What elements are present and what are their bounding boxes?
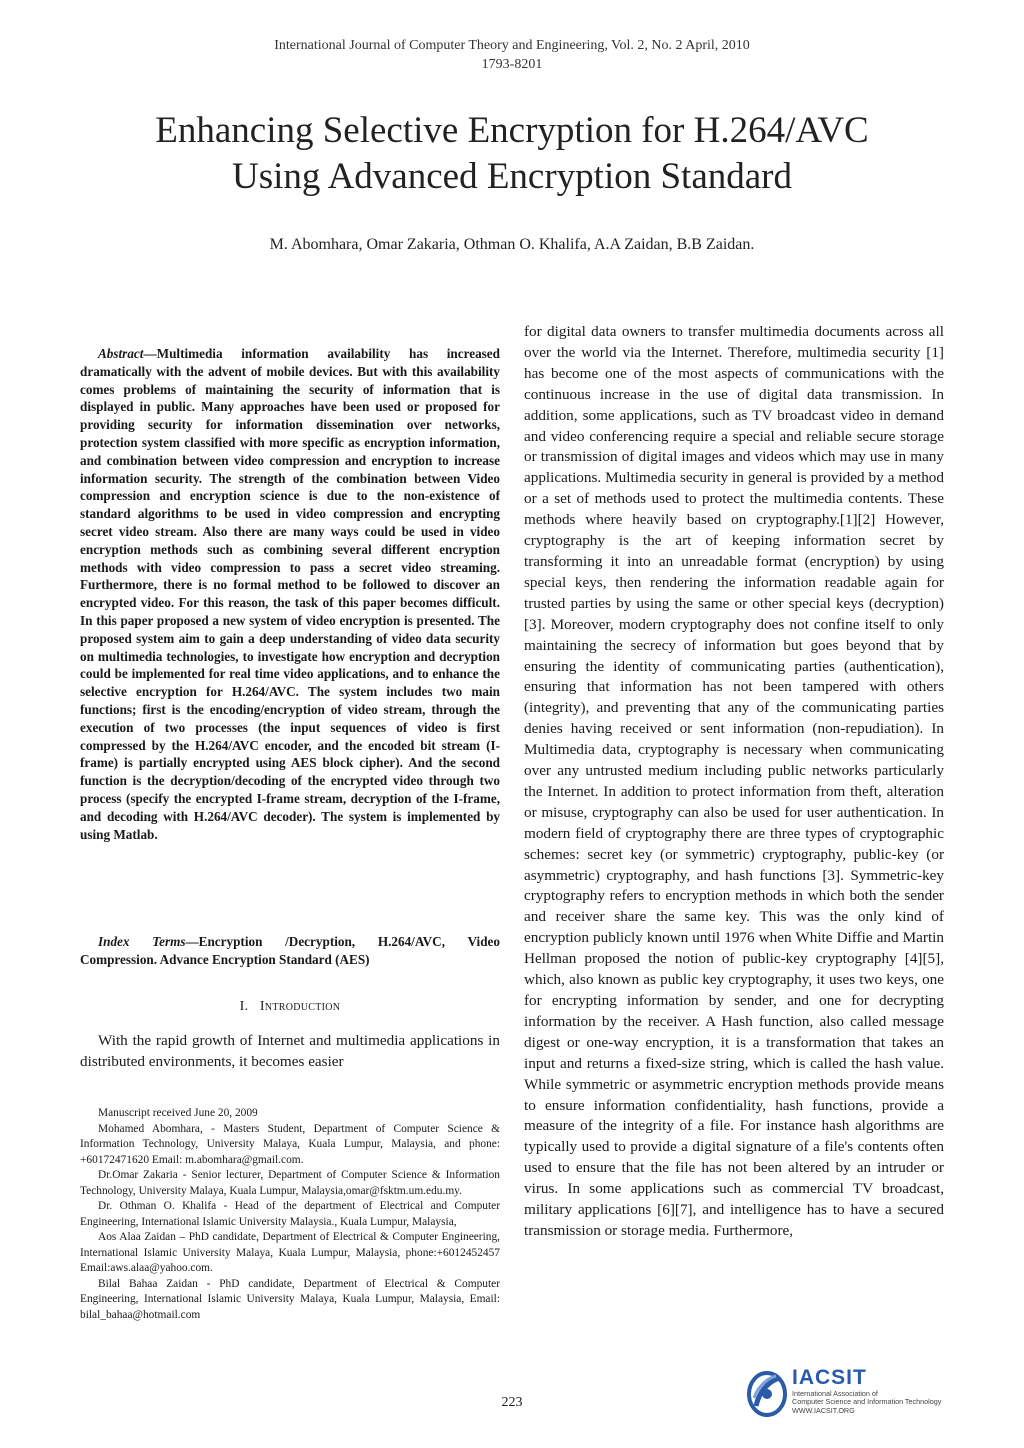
index-terms — [80, 933, 500, 969]
section-heading-introduction — [80, 999, 500, 1015]
paper-title — [0, 108, 1024, 200]
page-number: 223 — [501, 1395, 523, 1410]
footnote-author-4: Aos Alaa Zaidan – PhD candidate, Department of Electrical & Computer Engineering, International Islamic University Malaya, Kuala Lumpur, Malaysia, phone:+6012452457 Email:aws.alaa@yahoo.com. — [80, 1231, 500, 1274]
section-title: Introduction — [259, 999, 341, 1014]
right-column-text: for digital data owners to transfer multimedia documents across all over the world via the Internet. Therefore, multimedia security [1] has become one of the most aspects of communications with the continuous increase in the use of digital data transmission. In addition, some applications, such as TV broadcast video in demand and video conferencing require a special and reliable secure storage or transmission of digital images and videos which may use in many applications. Multimedia security in general is provided by a method or a set of methods used to protect the multimedia contents. These methods where heavily based on cryptography.[1][2] However, cryptography is the art of keeping information secret by transforming it into an unreadable format (encryption) by using special keys, then rendering the information readable again for trusted parties by using the same or other special keys (decryption)[3]. Moreover, modern cryptography does not confine itself to only maintaining the secrecy of information but goes beyond that by ensuring the identity of communicating parties (authentication), ensuring that information has not been tampered with others (integrity), and preventing that any of the communicating parties denies having received or sent information (non-repudiation). In Multimedia data, cryptography is necessary when communicating over any untrusted medium including public networks particularly the Internet. In addition to protect information from theft, alteration or misuse, cryptography can also be used for user authentication. In modern field of cryptography there are three types of cryptographic schemes: secret key (or symmetric) cryptography, public-key (or asymmetric) cryptography, and hash functions [3]. Symmetric-key cryptography refers to encryption methods in which both the sender and receiver share the same key. This was the only kind of encryption publicly known until 1976 when White Diffie and Martin Hellman proposed the notion of public-key cryptography [4][5], which, also known as public key cryptography, it uses two keys, one for encrypting information by sender, and one for decrypting information by the receiver. A Hash function, also called message digest or one-way encryption, it is a transformation that takes an input and returns a fixed-size string, which is called the hash value. While symmetric or asymmetric encryption methods provide means to ensure information confidentiality, hash functions, provide a measure of the integrity of a file. For instance hash algorithms are typically used to provide a digital signature of a file's contents often used to ensure that the file has not been altered by an intruder or virus. In some applications such as commercial TV broadcast, military applications [6][7], and intelligence has to have a secured transmission or storage media. Furthermore, — [524, 323, 944, 1239]
title-line-1: Enhancing Selective Encryption for H.264/AVC — [155, 110, 869, 151]
footnote-received: Manuscript received June 20, 2009 — [98, 1107, 258, 1119]
abstract-text: —Multimedia information availability has increased dramatically with the advent of mobile devices. But with this availability comes problems of maintaining the security of information that is displayed in public. Many approaches have been used or proposed for providing security for information dissemination over networks, protection system classified with more specific as encryption information, and combination between video compression and encryption to increase information security. The strength of the combination between Video compression and encryption science is due to the non-existence of standard algorithms to be used in video compression and encrypting secret video stream. Also there are many ways could be used in video encryption methods such as combining several different encryption methods with video compression to pass a secret video streaming. Furthermore, there is no formal method to be followed to discover an encrypted video. For this reason, the task of this paper becomes difficult. In this paper proposed a new system of video encryption is presented. The proposed system aim to gain a deep understanding of video data security on multimedia technologies, to investigate how encryption and decryption could be implemented for real time video applications, and to enhance the selective encryption for H.264/AVC. The system includes two main functions; first is the encoding/encryption of video stream, through the execution of two processes (the input sequences of video is first compressed by the H.264/AVC encoder, and the encoded bit stream (I-frame) is partially encrypted using AES block cipher). And the second function is the decryption/decoding of the encrypted video through two process (specify the encrypted I-frame stream, decryption of the I-frame, and decoding with H.264/AVC decoder). The system is implemented by using Matlab. — [80, 346, 500, 842]
iacsit-emblem-icon — [746, 1368, 788, 1418]
iacsit-logo — [746, 1366, 956, 1422]
footnotes — [80, 1106, 500, 1323]
logo-line-1: International Association of — [792, 1389, 878, 1398]
introduction-paragraph — [80, 1031, 500, 1073]
author-list: M. Abomhara, Omar Zakaria, Othman O. Khalifa, A.A Zaidan, B.B Zaidan. — [269, 236, 755, 253]
logo-name: IACSIT — [792, 1366, 867, 1389]
footnote-author-3: Dr. Othman O. Khalifa - Head of the department of Electrical and Computer Engineering, International Islamic University Malaysia., Kuala Lumpur, Malaysia, — [80, 1200, 500, 1228]
section-number: I. — [239, 999, 249, 1014]
abstract-label: Abstract — [98, 346, 144, 361]
journal-name: International Journal of Computer Theory and Engineering, Vol. 2, No. 2 April, 2010 — [274, 38, 750, 53]
footnote-author-2: Dr.Omar Zakaria - Senior lecturer, Department of Computer Science & Information Technology, University Malaya, Kuala Lumpur, Malaysia,omar@fsktm.um.edu.my. — [80, 1169, 500, 1197]
footnote-author-1: Mohamed Abomhara, - Masters Student, Department of Computer Science & Information Technology, University Malaya, Kuala Lumpur, Malaysia, and phone: +60172471620 Email: m.abomhara@gmail.com. — [80, 1122, 500, 1166]
journal-header — [0, 36, 1024, 74]
title-line-2: Using Advanced Encryption Standard — [231, 156, 793, 197]
issn: 1793-8201 — [481, 57, 543, 72]
introduction-text: With the rapid growth of Internet and multimedia applications in distributed environments, it becomes easier — [80, 1032, 500, 1070]
footnote-author-5: Bilal Bahaa Zaidan - PhD candidate, Department of Electrical & Computer Engineering, International Islamic University Malaya, Kuala Lumpur, Malaysia, Email: bilal_bahaa@hotmail.com — [80, 1277, 500, 1321]
index-terms-label: Index Terms — [98, 934, 186, 949]
logo-line-2: Computer Science and Information Technology — [792, 1397, 942, 1407]
logo-url: WWW.IACSIT.ORG — [792, 1405, 855, 1415]
index-terms-text: —Encryption /Decryption, H.264/AVC, Video Compression. Advance Encryption Standard (AES) — [80, 934, 500, 967]
abstract-block — [80, 345, 500, 843]
right-column — [524, 322, 944, 1242]
